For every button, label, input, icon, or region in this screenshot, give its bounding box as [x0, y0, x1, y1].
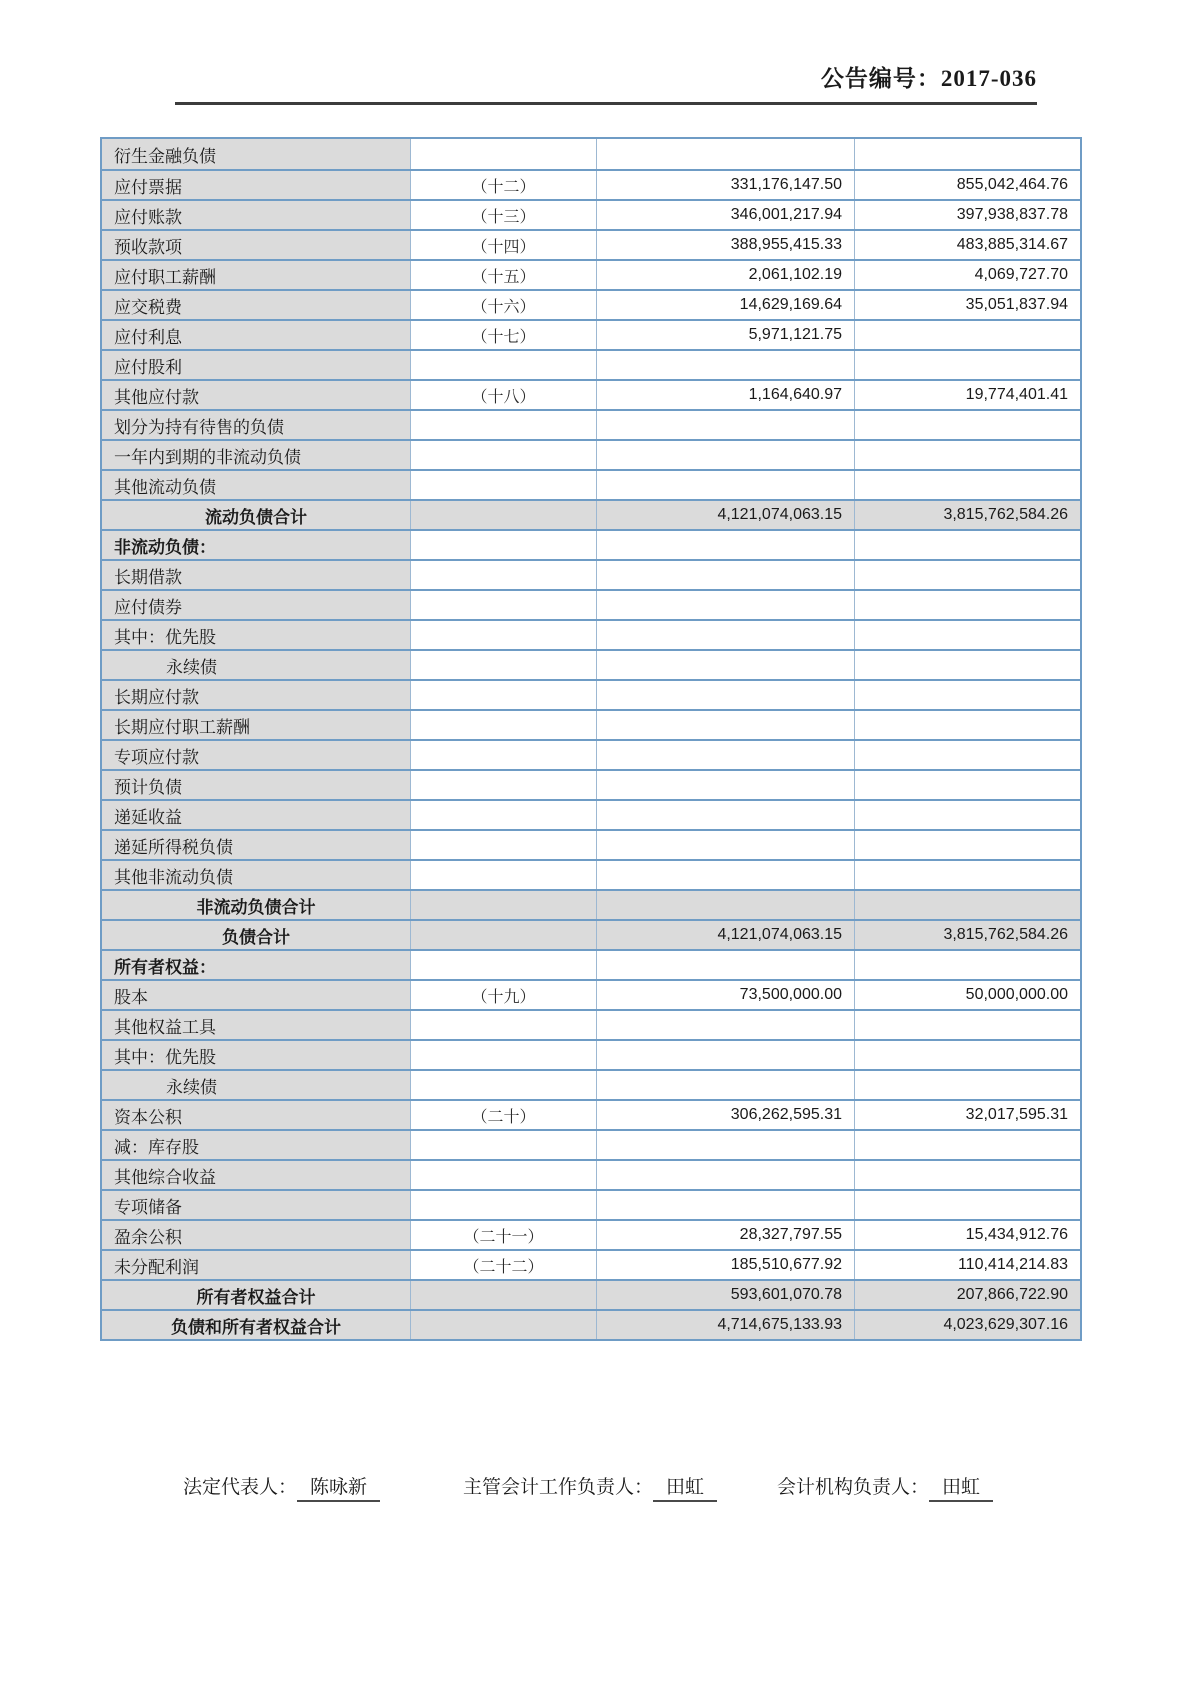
row-current-value [596, 351, 854, 379]
table-row [102, 1189, 1080, 1219]
table-row [102, 619, 1080, 649]
row-previous-value [854, 561, 1080, 589]
table-row [102, 559, 1080, 589]
row-label: 负债合计 [102, 921, 410, 949]
row-previous-value: 15,434,912.76 [854, 1221, 1080, 1249]
row-note [410, 1131, 596, 1159]
row-note [410, 681, 596, 709]
row-previous-value [854, 711, 1080, 739]
row-current-value [596, 681, 854, 709]
row-current-value [596, 801, 854, 829]
chief-accounting-officer-name: 田虹 [653, 1472, 717, 1502]
row-label: 一年内到期的非流动负债 [102, 441, 410, 469]
row-previous-value [854, 591, 1080, 619]
row-current-value [596, 591, 854, 619]
table-row [102, 439, 1080, 469]
row-current-value: 4,714,675,133.93 [596, 1311, 854, 1339]
row-label: 预计负债 [102, 771, 410, 799]
row-current-value: 14,629,169.64 [596, 291, 854, 319]
row-label: 其中：优先股 [102, 621, 410, 649]
table-row [102, 139, 1080, 169]
row-current-value [596, 139, 854, 169]
row-label: 未分配利润 [102, 1251, 410, 1279]
table-row [102, 529, 1080, 559]
table-row [102, 649, 1080, 679]
row-previous-value: 4,069,727.70 [854, 261, 1080, 289]
table-row [102, 1099, 1080, 1129]
row-current-value [596, 441, 854, 469]
announcement-number: 公告编号：2017-036 [820, 66, 1037, 91]
row-current-value: 5,971,121.75 [596, 321, 854, 349]
row-label: 其他应付款 [102, 381, 410, 409]
row-label: 股本 [102, 981, 410, 1009]
row-note [410, 139, 596, 169]
row-previous-value [854, 1071, 1080, 1099]
row-note [410, 1191, 596, 1219]
row-note [410, 651, 596, 679]
row-label: 长期应付款 [102, 681, 410, 709]
table-row [102, 1009, 1080, 1039]
table-row [102, 889, 1080, 919]
row-previous-value: 483,885,314.67 [854, 231, 1080, 259]
table-row [102, 319, 1080, 349]
row-previous-value [854, 681, 1080, 709]
row-current-value [596, 651, 854, 679]
row-current-value [596, 831, 854, 859]
row-label: 划分为持有待售的负债 [102, 411, 410, 439]
row-note: （十八） [410, 381, 596, 409]
table-row [102, 589, 1080, 619]
row-label: 长期应付职工薪酬 [102, 711, 410, 739]
row-note [410, 1041, 596, 1069]
row-note [410, 891, 596, 919]
row-note: （十二） [410, 171, 596, 199]
row-note [410, 501, 596, 529]
row-label: 所有者权益： [102, 951, 410, 979]
row-previous-value [854, 861, 1080, 889]
row-note [410, 1281, 596, 1309]
row-previous-value [854, 651, 1080, 679]
row-previous-value: 50,000,000.00 [854, 981, 1080, 1009]
row-note [410, 771, 596, 799]
row-label: 递延收益 [102, 801, 410, 829]
row-note [410, 801, 596, 829]
row-previous-value [854, 139, 1080, 169]
row-note [410, 351, 596, 379]
row-label: 永续债 [102, 1071, 410, 1099]
row-current-value [596, 411, 854, 439]
row-current-value [596, 531, 854, 559]
row-label: 专项储备 [102, 1191, 410, 1219]
row-note [410, 951, 596, 979]
table-row [102, 169, 1080, 199]
row-current-value [596, 951, 854, 979]
row-note [410, 1071, 596, 1099]
signature-area [0, 1472, 1200, 1512]
table-row [102, 409, 1080, 439]
row-previous-value: 4,023,629,307.16 [854, 1311, 1080, 1339]
table-row [102, 829, 1080, 859]
row-note: （十四） [410, 231, 596, 259]
table-row [102, 679, 1080, 709]
row-previous-value [854, 411, 1080, 439]
row-label: 盈余公积 [102, 1221, 410, 1249]
chief-accounting-officer-signature [463, 1472, 717, 1502]
table-row [102, 949, 1080, 979]
row-current-value [596, 471, 854, 499]
row-current-value: 331,176,147.50 [596, 171, 854, 199]
row-current-value [596, 861, 854, 889]
row-previous-value [854, 891, 1080, 919]
row-previous-value: 3,815,762,584.26 [854, 921, 1080, 949]
table-row [102, 1159, 1080, 1189]
accounting-dept-head-label: 会计机构负责人： [777, 1477, 930, 1498]
row-label: 递延所得税负债 [102, 831, 410, 859]
row-previous-value: 19,774,401.41 [854, 381, 1080, 409]
row-label: 其他流动负债 [102, 471, 410, 499]
row-label: 应交税费 [102, 291, 410, 319]
table-row [102, 979, 1080, 1009]
row-current-value [596, 1131, 854, 1159]
row-current-value: 4,121,074,063.15 [596, 921, 854, 949]
row-note: （十六） [410, 291, 596, 319]
table-row [102, 259, 1080, 289]
row-note: （十五） [410, 261, 596, 289]
table-row [102, 1069, 1080, 1099]
row-note [410, 621, 596, 649]
row-label: 流动负债合计 [102, 501, 410, 529]
row-label: 应付票据 [102, 171, 410, 199]
table-row [102, 199, 1080, 229]
row-previous-value [854, 1161, 1080, 1189]
row-note [410, 411, 596, 439]
row-note [410, 711, 596, 739]
row-label: 其他非流动负债 [102, 861, 410, 889]
row-previous-value: 110,414,214.83 [854, 1251, 1080, 1279]
row-current-value: 28,327,797.55 [596, 1221, 854, 1249]
row-previous-value [854, 951, 1080, 979]
row-note [410, 1311, 596, 1339]
row-previous-value: 32,017,595.31 [854, 1101, 1080, 1129]
row-label: 应付债券 [102, 591, 410, 619]
row-current-value: 593,601,070.78 [596, 1281, 854, 1309]
table-row [102, 919, 1080, 949]
row-note [410, 471, 596, 499]
accounting-dept-head-name: 田虹 [929, 1472, 993, 1502]
row-previous-value: 35,051,837.94 [854, 291, 1080, 319]
row-previous-value: 855,042,464.76 [854, 171, 1080, 199]
row-previous-value [854, 1041, 1080, 1069]
row-note [410, 591, 596, 619]
row-label: 永续债 [102, 651, 410, 679]
legal-representative-signature [183, 1472, 380, 1502]
row-current-value [596, 771, 854, 799]
row-label: 其他权益工具 [102, 1011, 410, 1039]
row-note: （十九） [410, 981, 596, 1009]
row-current-value [596, 1011, 854, 1039]
table-row [102, 709, 1080, 739]
row-previous-value [854, 1131, 1080, 1159]
row-label: 预收款项 [102, 231, 410, 259]
legal-representative-name: 陈咏新 [297, 1472, 380, 1502]
row-note: （二十二） [410, 1251, 596, 1279]
row-label: 其他综合收益 [102, 1161, 410, 1189]
row-current-value: 73,500,000.00 [596, 981, 854, 1009]
row-previous-value [854, 441, 1080, 469]
row-label: 专项应付款 [102, 741, 410, 769]
table-row [102, 379, 1080, 409]
row-note [410, 441, 596, 469]
row-previous-value [854, 321, 1080, 349]
table-row [102, 229, 1080, 259]
table-row [102, 799, 1080, 829]
row-current-value: 388,955,415.33 [596, 231, 854, 259]
table-row [102, 289, 1080, 319]
table-row [102, 769, 1080, 799]
row-note [410, 741, 596, 769]
row-previous-value: 397,938,837.78 [854, 201, 1080, 229]
row-label: 非流动负债合计 [102, 891, 410, 919]
row-current-value: 2,061,102.19 [596, 261, 854, 289]
row-current-value [596, 711, 854, 739]
row-label: 衍生金融负债 [102, 139, 410, 169]
table-row [102, 1039, 1080, 1069]
row-label: 应付职工薪酬 [102, 261, 410, 289]
row-label: 负债和所有者权益合计 [102, 1311, 410, 1339]
table-row [102, 739, 1080, 769]
row-previous-value: 207,866,722.90 [854, 1281, 1080, 1309]
row-note: （二十） [410, 1101, 596, 1129]
header-divider-line [175, 102, 1037, 105]
row-note: （十七） [410, 321, 596, 349]
row-label: 应付股利 [102, 351, 410, 379]
row-current-value: 185,510,677.92 [596, 1251, 854, 1279]
accounting-dept-head-signature [777, 1472, 993, 1502]
table-row [102, 1309, 1080, 1339]
table-row [102, 1219, 1080, 1249]
balance-table [100, 137, 1082, 1341]
row-previous-value [854, 471, 1080, 499]
table-row [102, 1129, 1080, 1159]
row-label: 资本公积 [102, 1101, 410, 1129]
table-row [102, 349, 1080, 379]
row-current-value: 1,164,640.97 [596, 381, 854, 409]
row-note [410, 861, 596, 889]
row-current-value: 4,121,074,063.15 [596, 501, 854, 529]
row-label: 其中：优先股 [102, 1041, 410, 1069]
row-previous-value [854, 1011, 1080, 1039]
row-current-value [596, 561, 854, 589]
row-note [410, 531, 596, 559]
row-current-value [596, 1071, 854, 1099]
row-previous-value [854, 1191, 1080, 1219]
row-label: 应付利息 [102, 321, 410, 349]
row-label: 长期借款 [102, 561, 410, 589]
row-note [410, 1161, 596, 1189]
row-note [410, 831, 596, 859]
row-label: 减：库存股 [102, 1131, 410, 1159]
row-previous-value [854, 831, 1080, 859]
row-current-value [596, 621, 854, 649]
row-previous-value [854, 351, 1080, 379]
row-current-value [596, 741, 854, 769]
row-previous-value [854, 621, 1080, 649]
row-note [410, 1011, 596, 1039]
row-label: 应付账款 [102, 201, 410, 229]
row-current-value: 306,262,595.31 [596, 1101, 854, 1129]
row-current-value [596, 891, 854, 919]
row-label: 非流动负债： [102, 531, 410, 559]
row-note: （十三） [410, 201, 596, 229]
row-current-value [596, 1041, 854, 1069]
legal-representative-label: 法定代表人： [183, 1477, 298, 1498]
table-row [102, 859, 1080, 889]
row-label: 所有者权益合计 [102, 1281, 410, 1309]
row-previous-value [854, 531, 1080, 559]
row-current-value: 346,001,217.94 [596, 201, 854, 229]
row-previous-value [854, 741, 1080, 769]
table-row [102, 1249, 1080, 1279]
table-row [102, 1279, 1080, 1309]
chief-accounting-officer-label: 主管会计工作负责人： [463, 1477, 654, 1498]
row-note: （二十一） [410, 1221, 596, 1249]
row-current-value [596, 1161, 854, 1189]
row-note [410, 561, 596, 589]
row-previous-value: 3,815,762,584.26 [854, 501, 1080, 529]
row-current-value [596, 1191, 854, 1219]
row-previous-value [854, 771, 1080, 799]
table-row [102, 469, 1080, 499]
row-note [410, 921, 596, 949]
table-row [102, 499, 1080, 529]
row-previous-value [854, 801, 1080, 829]
